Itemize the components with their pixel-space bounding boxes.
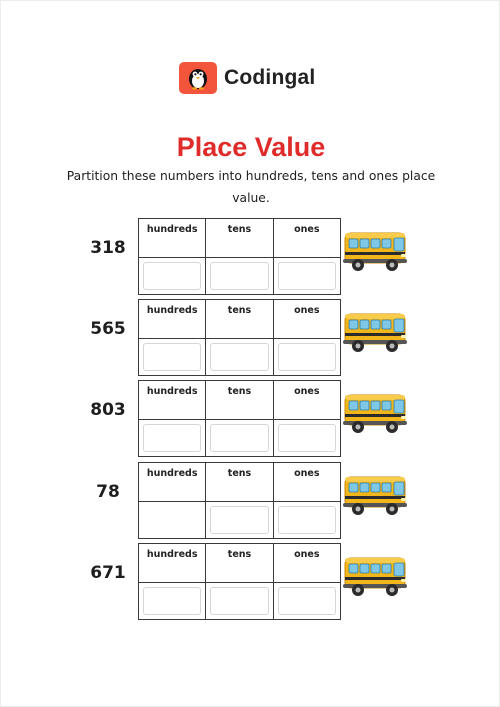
answer-cell-hundreds — [139, 502, 206, 539]
answer-box — [278, 506, 336, 534]
answer-cell-ones — [273, 339, 340, 376]
place-value-row — [1, 380, 500, 450]
codingal-logo — [179, 61, 315, 94]
answer-cell-ones — [273, 502, 340, 539]
school-bus-icon — [341, 310, 411, 356]
answer-cell-ones — [273, 258, 340, 295]
school-bus-icon — [341, 554, 411, 600]
answer-cell-tens — [206, 258, 273, 295]
column-header-tens: tens — [206, 300, 273, 339]
answer-box — [143, 424, 201, 452]
number-to-partition: 671 — [90, 563, 126, 583]
page-title: Place Value — [176, 132, 326, 162]
number-to-partition: 78 — [96, 482, 120, 502]
school-bus-icon — [341, 473, 411, 519]
answer-cell-tens — [206, 583, 273, 620]
answer-box — [278, 587, 336, 615]
answer-cell-hundreds — [139, 258, 206, 295]
place-value-row — [1, 462, 500, 532]
answer-cell-tens — [206, 502, 273, 539]
number-to-partition: 565 — [90, 319, 126, 339]
answer-box — [210, 506, 268, 534]
column-header-hundreds: hundreds — [139, 463, 206, 502]
place-value-table — [138, 462, 341, 539]
answer-cell-ones — [273, 583, 340, 620]
place-value-table — [138, 218, 341, 295]
column-header-tens: tens — [206, 219, 273, 258]
answer-cell-tens — [206, 339, 273, 376]
answer-box — [143, 587, 201, 615]
column-header-ones: ones — [273, 463, 340, 502]
answer-cell-hundreds — [139, 420, 206, 457]
place-value-table — [138, 299, 341, 376]
answer-box — [278, 343, 336, 371]
answer-box — [278, 424, 336, 452]
place-value-table — [138, 543, 341, 620]
column-header-ones: ones — [273, 300, 340, 339]
answer-box — [278, 262, 336, 290]
answer-box — [210, 587, 268, 615]
column-header-tens: tens — [206, 463, 273, 502]
column-header-tens: tens — [206, 381, 273, 420]
instructions-text: Partition these numbers into hundreds, tens and ones place value. — [66, 169, 436, 205]
column-header-tens: tens — [206, 544, 273, 583]
place-value-row — [1, 543, 500, 613]
column-header-hundreds: hundreds — [139, 219, 206, 258]
brand-name: Codingal — [224, 65, 316, 89]
answer-box — [210, 262, 268, 290]
place-value-row — [1, 299, 500, 369]
column-header-ones: ones — [273, 381, 340, 420]
answer-box — [210, 424, 268, 452]
answer-cell-hundreds — [139, 583, 206, 620]
school-bus-icon — [341, 391, 411, 437]
school-bus-icon — [341, 229, 411, 275]
column-header-hundreds: hundreds — [139, 544, 206, 583]
place-value-table — [138, 380, 341, 457]
column-header-ones: ones — [273, 219, 340, 258]
answer-box — [210, 343, 268, 371]
column-header-hundreds: hundreds — [139, 300, 206, 339]
penguin-logo-icon — [179, 62, 217, 94]
answer-cell-tens — [206, 420, 273, 457]
answer-cell-ones — [273, 420, 340, 457]
answer-box — [143, 343, 201, 371]
column-header-hundreds: hundreds — [139, 381, 206, 420]
place-value-row — [1, 218, 500, 288]
column-header-ones: ones — [273, 544, 340, 583]
number-to-partition: 318 — [90, 238, 126, 258]
number-to-partition: 803 — [90, 400, 126, 420]
answer-box — [143, 262, 201, 290]
answer-cell-hundreds — [139, 339, 206, 376]
